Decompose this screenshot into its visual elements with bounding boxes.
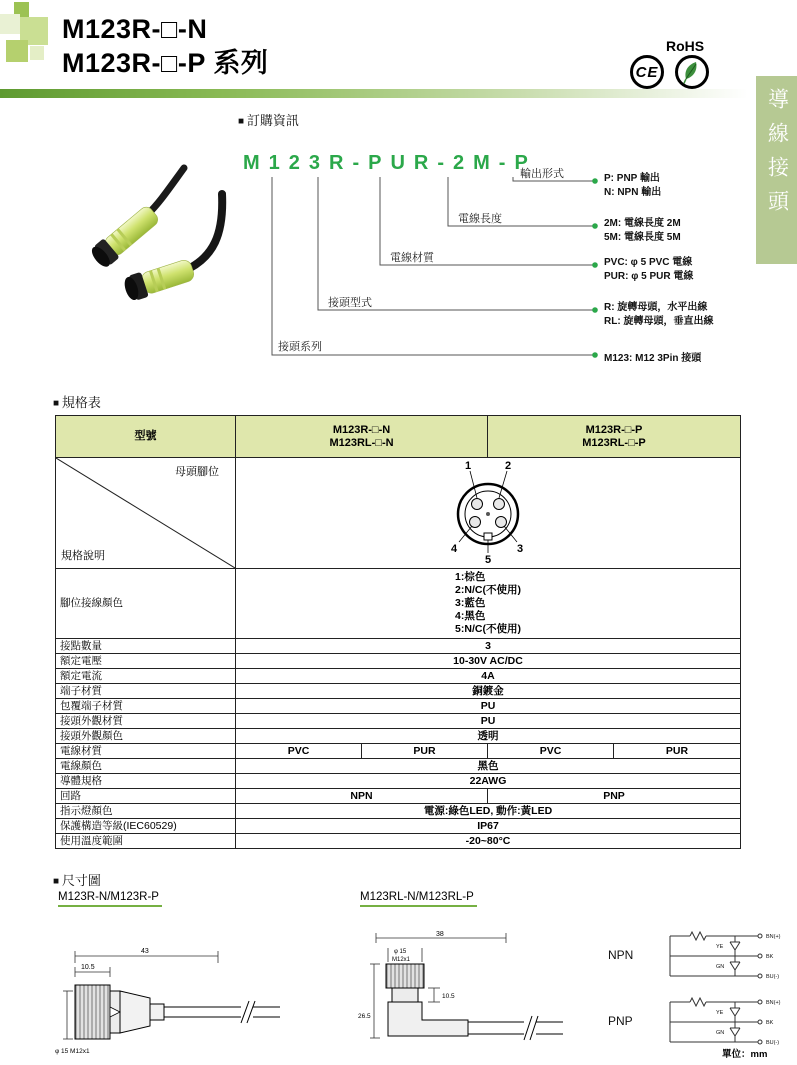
- pin-number-1: 1: [465, 460, 472, 472]
- spec-row-label: 包覆端子材質: [56, 699, 236, 714]
- terminal-bk: BK: [766, 1020, 774, 1026]
- pnp-circuit: [670, 998, 781, 1046]
- spec-header-model: 型號: [56, 416, 236, 458]
- terminal-bu: BU(-): [766, 1040, 780, 1046]
- spec-row-value: [236, 569, 741, 639]
- ordering-option: 2M: 電線長度 2M: [604, 218, 681, 229]
- corner-decoration: [0, 0, 64, 72]
- spec-row-label: 導體規格: [56, 774, 236, 789]
- dim-height: 26.5: [358, 1013, 371, 1020]
- spec-row-label: 電線材質: [56, 744, 236, 759]
- dimension-drawing-straight: [55, 945, 305, 1060]
- dim-overall-width: 38: [436, 931, 444, 938]
- dim-overall-length: 43: [141, 948, 149, 955]
- spec-row-value: 銅鍍金: [236, 684, 741, 699]
- terminal-bn: BN(+): [766, 1000, 781, 1006]
- decor-square: [0, 14, 20, 34]
- pin-number-3: 3: [517, 543, 524, 555]
- spec-row-value: PNP: [488, 789, 741, 804]
- wire-color-line: 1:棕色: [455, 571, 486, 583]
- model-n2: M123RL-□-N: [329, 436, 394, 449]
- spec-row-value: PU: [236, 714, 741, 729]
- spec-row-label: 使用溫度範圍: [56, 834, 236, 849]
- leaf-logo: [675, 55, 709, 89]
- table-row: [56, 639, 741, 654]
- spec-header-row: [56, 416, 741, 458]
- section-title-ordering: ■ 訂購資訊: [238, 110, 299, 129]
- ordering-group-label: 電線長度: [458, 213, 502, 225]
- circuit-diagrams: [640, 928, 797, 1056]
- spec-row-value: PU: [236, 699, 741, 714]
- spec-header-col-n: [236, 416, 488, 458]
- ordering-group-label: 接頭系列: [278, 341, 322, 353]
- ordering-option: R: 旋轉母頭，水平出線: [604, 302, 708, 313]
- terminal-bu: BU(-): [766, 974, 780, 980]
- spec-row-label: 額定電壓: [56, 654, 236, 669]
- ordering-group-label: 接頭型式: [328, 297, 372, 309]
- table-row: [56, 789, 741, 804]
- spec-row-value: -20~80°C: [236, 834, 741, 849]
- pin-wire-colors: [455, 569, 521, 638]
- terminal-bn: BN(+): [766, 934, 781, 940]
- spec-row-label: 接頭外觀顏色: [56, 729, 236, 744]
- dim-thread: φ 15 M12x1: [55, 1048, 90, 1055]
- spec-row-value: PVC: [236, 744, 362, 759]
- pin-number-2: 2: [505, 460, 512, 472]
- dim-head-length: 10.5: [81, 964, 95, 971]
- section-title-dimensions: ■ 尺寸圖: [53, 870, 101, 889]
- spec-row-label: 接點數量: [56, 639, 236, 654]
- title-line2: M123R-□-P 系列: [62, 48, 269, 78]
- table-row: [56, 699, 741, 714]
- spec-row-label: 保護構造等級(IEC60529): [56, 819, 236, 834]
- ordering-group-label: 電線材質: [390, 252, 434, 264]
- spec-row-label: 電線顏色: [56, 759, 236, 774]
- table-row: [56, 759, 741, 774]
- pin-number-4: 4: [451, 543, 458, 555]
- pin-diagram-cell: [236, 458, 741, 569]
- dim-diameter: φ 15: [394, 949, 407, 955]
- spec-row-label: 端子材質: [56, 684, 236, 699]
- table-row: [56, 834, 741, 849]
- decor-square: [30, 46, 44, 60]
- ordering-group-label: 輸出形式: [520, 168, 564, 180]
- spec-row-value: 黑色: [236, 759, 741, 774]
- connector-pinout-diagram: [423, 458, 553, 564]
- table-row: [56, 744, 741, 759]
- table-row: [56, 774, 741, 789]
- table-row: [56, 714, 741, 729]
- diagonal-cell: [56, 458, 236, 569]
- unit-label: 單位：mm: [722, 1049, 768, 1060]
- spec-header-col-p: [488, 416, 741, 458]
- ordering-option: RL: 旋轉母頭，垂直出線: [604, 316, 714, 327]
- model-n1: M123R-□-N: [332, 423, 391, 436]
- ordering-option: PUR: φ 5 PUR 電線: [604, 271, 694, 282]
- pnp-label: PNP: [608, 1014, 633, 1028]
- table-row: [56, 804, 741, 819]
- ordering-option: P: PNP 輸出: [604, 173, 660, 184]
- ordering-option: PVC: φ 5 PVC 電線: [604, 257, 693, 268]
- side-tab-label: 導線接頭: [765, 88, 789, 224]
- spec-table: [55, 415, 740, 849]
- title-line1: M123R-□-N: [62, 14, 208, 44]
- npn-circuit: [670, 932, 781, 980]
- spec-row-label: 額定電流: [56, 669, 236, 684]
- model-p2: M123RL-□-P: [582, 436, 646, 449]
- spec-row-value: 4A: [236, 669, 741, 684]
- spec-row-value: PUR: [614, 744, 741, 759]
- dimension-drawing-right-angle: [358, 930, 573, 1062]
- terminal-bk: BK: [766, 954, 774, 960]
- ce-logo-text: CE: [635, 63, 659, 81]
- ordering-option: M123: M12 3Pin 接頭: [604, 353, 702, 364]
- table-row: [56, 729, 741, 744]
- table-row: [56, 684, 741, 699]
- desc-area-label: 規格說明: [61, 550, 105, 562]
- led-gn: GN: [716, 964, 725, 970]
- dim-head-length2: 10.5: [442, 993, 455, 1000]
- pin-diagram-row: [56, 458, 741, 569]
- led-ye: YE: [716, 944, 724, 950]
- spec-row-value: NPN: [236, 789, 488, 804]
- table-row: [56, 669, 741, 684]
- wire-color-line: 5:N/C(不使用): [455, 623, 521, 635]
- section-title-spec: ■ 規格表: [53, 392, 101, 411]
- spec-row-label: 回路: [56, 789, 236, 804]
- spec-row-value: IP67: [236, 819, 741, 834]
- spec-row-value: 透明: [236, 729, 741, 744]
- table-row: [56, 654, 741, 669]
- spec-row-value: PVC: [488, 744, 614, 759]
- spec-row-label: 接頭外觀材質: [56, 714, 236, 729]
- spec-row-value: 10-30V AC/DC: [236, 654, 741, 669]
- table-row: [56, 819, 741, 834]
- spec-row-value: PUR: [362, 744, 488, 759]
- pin-area-label: 母頭腳位: [175, 466, 219, 478]
- ordering-code: M123R-PUR-2M-P: [243, 152, 537, 174]
- ce-logo: [630, 55, 664, 89]
- spec-row-value: 22AWG: [236, 774, 741, 789]
- ordering-option: 5M: 電線長度 5M: [604, 232, 681, 243]
- spec-row-value: 電源:綠色LED, 動作:黃LED: [236, 804, 741, 819]
- ordering-option: N: NPN 輸出: [604, 187, 662, 198]
- wire-color-line: 4:黑色: [455, 610, 486, 622]
- npn-label: NPN: [608, 948, 634, 962]
- rohs-label: RoHS: [666, 38, 705, 54]
- spec-row-value: 3: [236, 639, 741, 654]
- spec-row-label: 指示燈顏色: [56, 804, 236, 819]
- model-p1: M123R-□-P: [585, 423, 643, 436]
- led-ye: YE: [716, 1010, 724, 1016]
- decor-square: [6, 40, 28, 62]
- page-title: [62, 12, 268, 80]
- wire-color-line: 3:藍色: [455, 597, 486, 609]
- table-row: [56, 569, 741, 639]
- drawing1-title: M123R-N/M123R-P: [58, 891, 162, 907]
- header-rule: [0, 89, 748, 98]
- leaf-icon: [681, 60, 703, 84]
- led-gn: GN: [716, 1030, 725, 1036]
- drawing2-title: M123RL-N/M123RL-P: [360, 891, 477, 907]
- dim-thread2: M12x1: [392, 957, 411, 963]
- pin-number-5: 5: [485, 554, 492, 564]
- spec-row-label: 腳位接線顏色: [56, 569, 236, 639]
- wire-color-line: 2:N/C(不使用): [455, 584, 521, 596]
